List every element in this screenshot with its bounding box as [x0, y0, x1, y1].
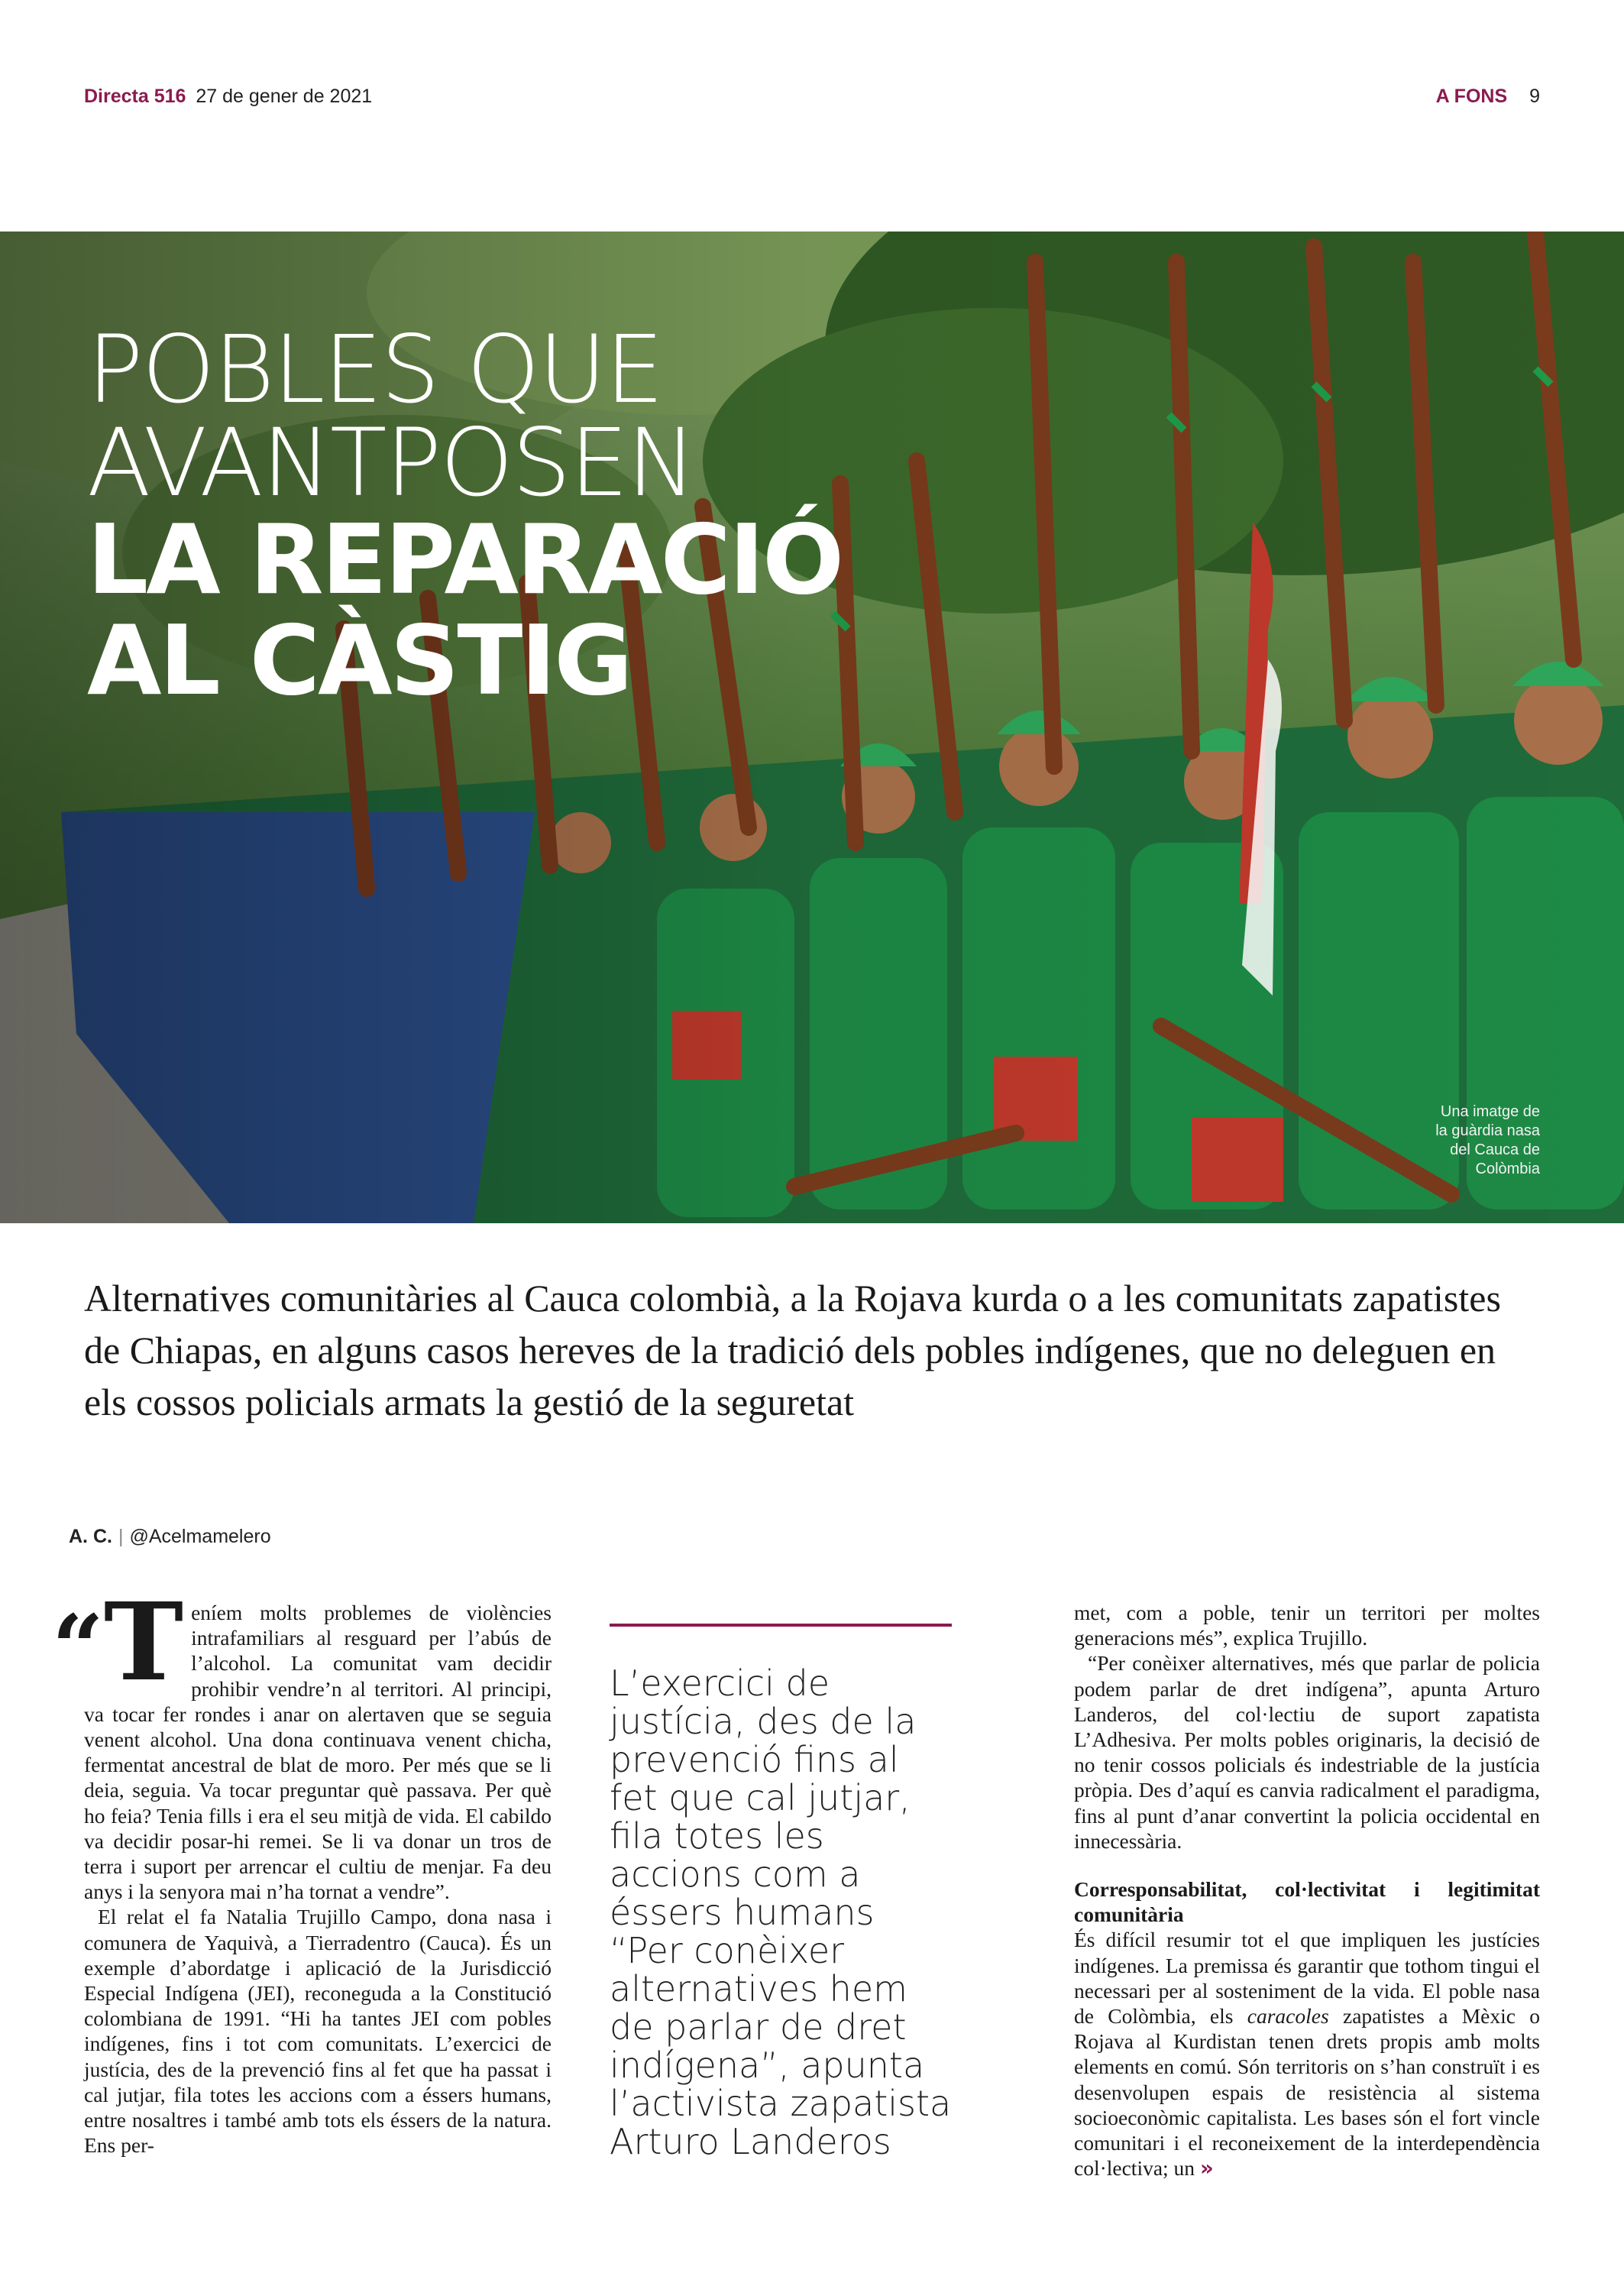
page-number: 9: [1529, 86, 1540, 107]
dropcap-group: [52, 1580, 184, 1705]
issue-date: 27 de gener de 2021: [196, 86, 373, 107]
headline-line-1: POBLES QUE: [87, 316, 663, 424]
header-right: [1436, 86, 1540, 108]
article-paragraph: El relat el fa Natalia Trujillo Campo, dona nasa i comunera de Yaquivà, a Tierradentro (Cauca). És un exemple d’abordatge i aplicació de la Jurisdicció Especial Indígena (JEI), reconeguda a la Constitució colombiana de 1991. “Hi ha tantes JEI com pobles indígenes, fins i tot com comunitats. L’exercici de justícia, des de la prevenció fins al fet que ha passat i cal jutjar, fila totes les accions com a éssers humans, entre nosaltres i també amb tots els éssers de la natura. Ens per-: [84, 1905, 552, 2158]
header-left: [84, 86, 372, 108]
byline-separator: |: [118, 1526, 124, 1547]
article-paragraph: “Per conèixer alternatives, més que parlar de policia podem parlar de dret indígena”, apunta Arturo Landeros, del col·lectiu de suport zapatista L’Adhesiva. Per molts pobles originaris, la decisió de no tenir cossos policials és indestriable de la justícia pròpia. Des d’aquí es canvia radicalment el paradigma, fins al punt d’anar convertint la policia occidental en innecessària.: [1074, 1651, 1540, 1853]
author-handle[interactable]: @Acelmamelero: [129, 1526, 271, 1547]
author-name: A. C.: [69, 1526, 112, 1547]
pullquote-1: [610, 1664, 952, 1931]
paragraph-text: zapatistes a Mèxic o Rojava al Kurdistan tenen drets propis amb molts elements en comú. Són territoris on s’han construït i es desenvolupen espais de resistència al sistema socioeconòmic capitalista. Les bases són el fort vincle comunitari i el reconeixement de la interdependència col·lectiva; un: [1074, 2004, 1541, 2181]
standfirst: Alternatives comunitàries al Cauca colombià, a la Rojava kurda o a les comunitats zapatistes de Chiapas, en alguns casos hereves de la tradició dels pobles indígenes, que no deleguen en els cossos policials armats la gestió de la seguretat: [84, 1277, 1501, 1423]
headline-line-3: LA REPARACIÓ: [87, 504, 843, 616]
publication-name: Directa 516: [84, 86, 186, 107]
headline-line-2: AVANTPOSEN: [87, 409, 695, 517]
pullquote-2: [610, 1931, 952, 2161]
section-subhead: Corresponsabilitat, col·lectivitat i legitimitat comunitària: [1074, 1877, 1540, 1927]
article-paragraph: met, com a poble, tenir un territori per moltes generacions més”, explica Trujillo.: [1074, 1601, 1540, 1650]
emphasis-text: caracoles: [1247, 2004, 1329, 2029]
headline: [87, 316, 843, 717]
headline-line-4: AL CÀSTIG: [87, 604, 631, 717]
pullquote-text: “Per conèixer alternatives hem de parlar de dret indígena”, apunta l’activista zapatista Arturo Landeros: [610, 1930, 952, 2162]
pullquote-text: L’exercici de justícia, des de la prevenció fins al fet que cal jutjar, fila totes les accions com a éssers humans: [610, 1663, 917, 1933]
article-paragraph: [52, 1580, 552, 1904]
drop-cap: T: [103, 1580, 184, 1705]
article-paragraph: [1074, 1927, 1540, 2181]
article-column-3: [1074, 1600, 1540, 2181]
hero-photo: [0, 232, 1624, 1223]
byline: [69, 1526, 271, 1548]
paragraph-text: És difícil resumir tot el que impliquen les justícies indígenes. La premissa és garantir que tothom tingui el necessari per al sosteniment de la vida. El poble nasa de Colòmbia, els: [1074, 1928, 1540, 2029]
continue-arrow-icon[interactable]: »: [1199, 2156, 1214, 2181]
section-name: A FONS: [1435, 86, 1508, 107]
page-header: [84, 86, 1540, 116]
opening-quote-mark: “: [52, 1595, 104, 1701]
photo-caption: Una imatge de la guàrdia nasa del Cauca de Colòmbia: [1435, 1103, 1540, 1177]
article-column-1: [52, 1580, 552, 2158]
pullquote-rule: [610, 1624, 952, 1627]
paragraph-text: eníem molts problemes de violències intrafamiliars al resguard per l’abús de l’alcohol. La comunitat vam decidir prohibir vendre’n al territori. Al principi, va tocar fer rondes i anar on alertaven que se seguia venent alcohol. Una dona continuava venent chicha, fermentat ancestral de blat de moro. Per més que se li deia, seguia. Va tocar preguntar què passava. Per què ho feia? Tenia fills i era el seu mitjà de vida. El cabildo va decidir posar-hi remei. Se li va donar un tros de terra i suport per arrencar el cultiu de menjar. Fa deu anys i la senyora mai n’ha tornat a vendre”.: [84, 1601, 552, 1904]
